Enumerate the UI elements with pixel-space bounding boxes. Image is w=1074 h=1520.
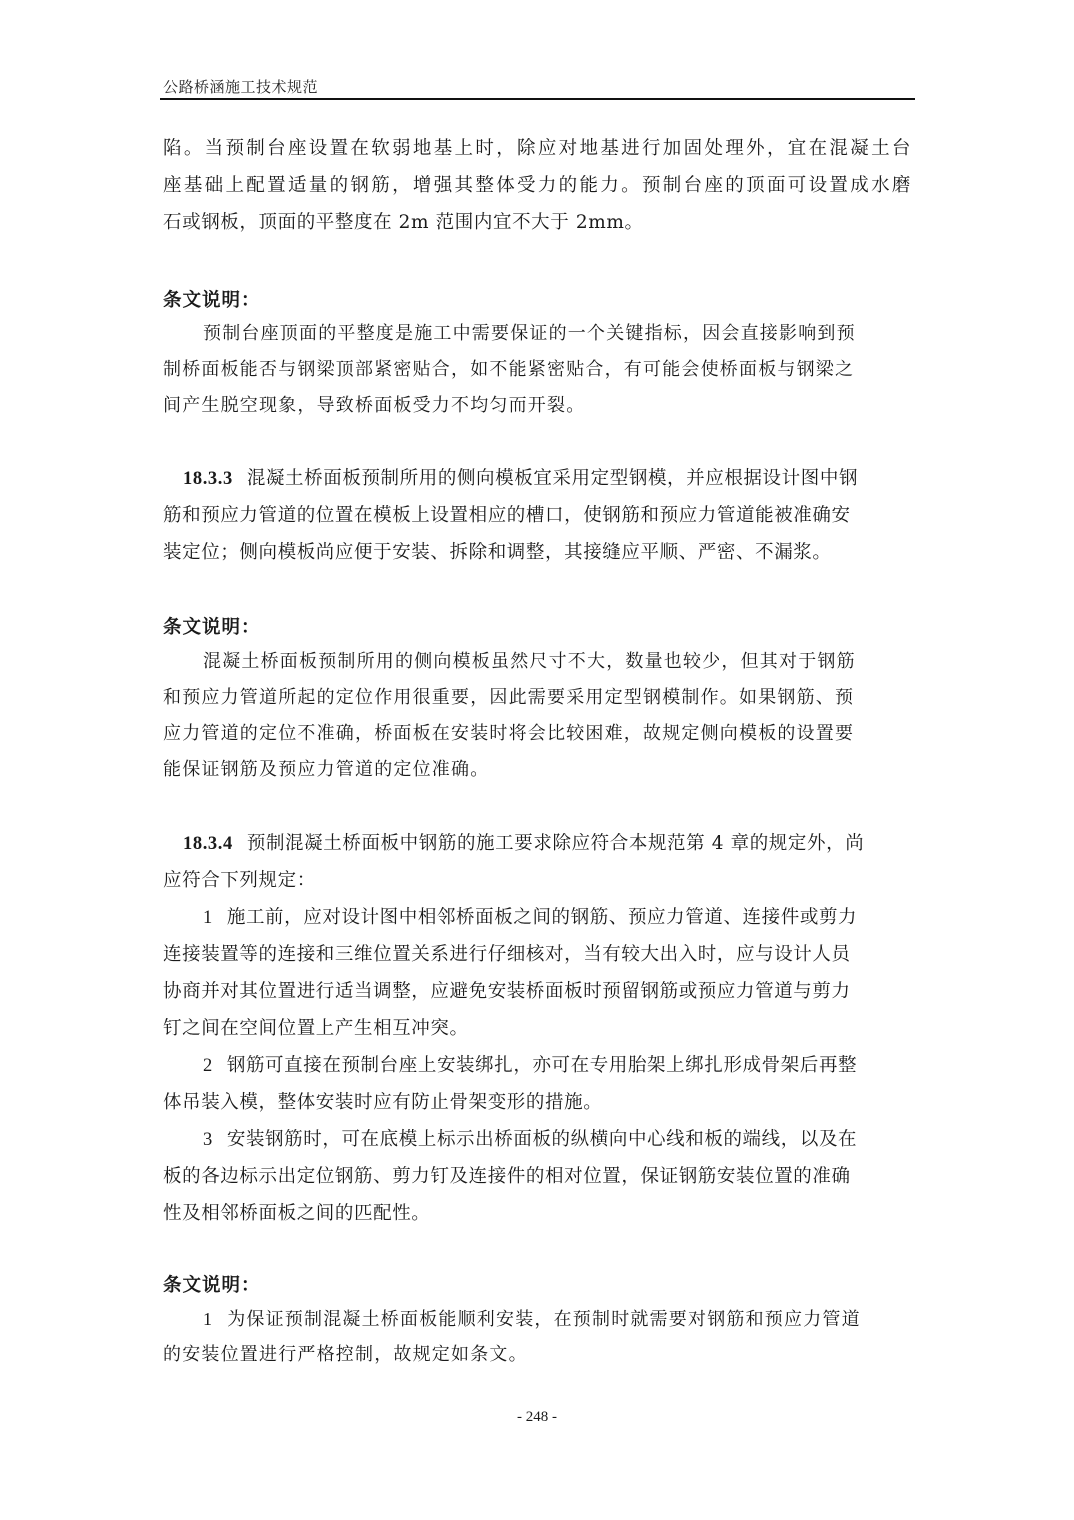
paragraph-line: 石或钢板，顶面的平整度在 2m 范围内宜不大于 2mm。 [163, 212, 644, 233]
clause-text: 预制混凝土桥面板中钢筋的施工要求除应符合本规范第 4 章的规定外，尚 [246, 833, 865, 854]
clause-number: 18.3.4 [183, 834, 233, 854]
clause-number: 18.3.3 [183, 469, 233, 489]
commentary-line: 混凝土桥面板预制所用的侧向模板虽然尺寸不大，数量也较少，但其对于钢筋 [203, 651, 856, 672]
item-text: 施工前，应对设计图中相邻桥面板之间的钢筋、预应力管道、连接件或剪力 [226, 907, 858, 928]
commentary-line: 和预应力管道所起的定位作用很重要，因此需要采用定型钢模制作。如果钢筋、预 [163, 687, 855, 708]
commentary-line: 间产生脱空现象，导致桥面板受力不均匀而开裂。 [163, 395, 586, 416]
page-number: - 248 - [517, 1409, 557, 1425]
item-text: 钢筋可直接在预制台座上安装绑扎，亦可在专用胎架上绑扎形成骨架后再整 [226, 1055, 858, 1076]
item-text: 为保证预制混凝土桥面板能顺利安装，在预制时就需要对钢筋和预应力管道 [227, 1309, 861, 1330]
commentary-item-1 [203, 1307, 911, 1332]
header-divider [160, 98, 915, 100]
commentary-line: 能保证钢筋及预应力管道的定位准确。 [163, 759, 490, 780]
commentary-line: 制桥面板能否与钢梁顶部紧密贴合，如不能紧密贴合，有可能会使桥面板与钢梁之 [163, 359, 855, 380]
commentary-line: 的安装位置进行严格控制，故规定如条文。 [163, 1344, 528, 1365]
item-line: 板的各边标示出定位钢筋、剪力钉及连接件的相对位置，保证钢筋安装位置的准确 [163, 1166, 851, 1187]
clause-text: 混凝土桥面板预制所用的侧向模板宜采用定型钢模，并应根据设计图中钢 [246, 468, 859, 489]
item-number: 3 [203, 1130, 213, 1150]
list-item-3 [203, 1128, 911, 1152]
item-line: 钉之间在空间位置上产生相互冲突。 [163, 1018, 469, 1039]
item-line: 协商并对其位置进行适当调整，应避免安装桥面板时预留钢筋或预应力管道与剪力 [163, 981, 851, 1002]
commentary-title: 条文说明： [163, 617, 261, 638]
item-number: 2 [203, 1056, 213, 1076]
running-header: 公路桥涵施工技术规范 [163, 78, 319, 96]
item-number: 1 [203, 1309, 214, 1329]
clause-18-3-4-line [183, 832, 911, 856]
item-line: 体吊装入模，整体安装时应有防止骨架变形的措施。 [163, 1092, 603, 1113]
item-line: 连接装置等的连接和三维位置关系进行仔细核对，当有较大出入时，应与设计人员 [163, 944, 851, 965]
list-item-1 [203, 906, 911, 930]
clause-line: 装定位；侧向模板尚应便于安装、拆除和调整，其接缝应平顺、严密、不漏浆。 [163, 542, 832, 563]
commentary-line: 预制台座顶面的平整度是施工中需要保证的一个关键指标，因会直接影响到预 [203, 323, 856, 344]
item-text: 安装钢筋时，可在底模上标示出桥面板的纵横向中心线和板的端线，以及在 [226, 1129, 858, 1150]
item-line: 性及相邻桥面板之间的匹配性。 [163, 1203, 431, 1224]
commentary-title: 条文说明： [163, 1275, 261, 1296]
commentary-line: 应力管道的定位不准确，桥面板在安装时将会比较困难，故规定侧向模板的设置要 [163, 723, 855, 744]
list-item-2 [203, 1054, 911, 1078]
item-number: 1 [203, 908, 213, 928]
commentary-title: 条文说明： [163, 290, 261, 311]
clause-line: 筋和预应力管道的位置在模板上设置相应的槽口，使钢筋和预应力管道能被准确安 [163, 505, 851, 526]
paragraph-line: 座基础上配置适量的钢筋，增强其整体受力的能力。预制台座的顶面可设置成水磨 [163, 175, 911, 196]
clause-18-3-3-line [183, 467, 911, 491]
clause-line: 应符合下列规定： [163, 870, 316, 891]
paragraph-line: 陷。当预制台座设置在软弱地基上时，除应对地基进行加固处理外，宜在混凝土台 [163, 138, 911, 159]
